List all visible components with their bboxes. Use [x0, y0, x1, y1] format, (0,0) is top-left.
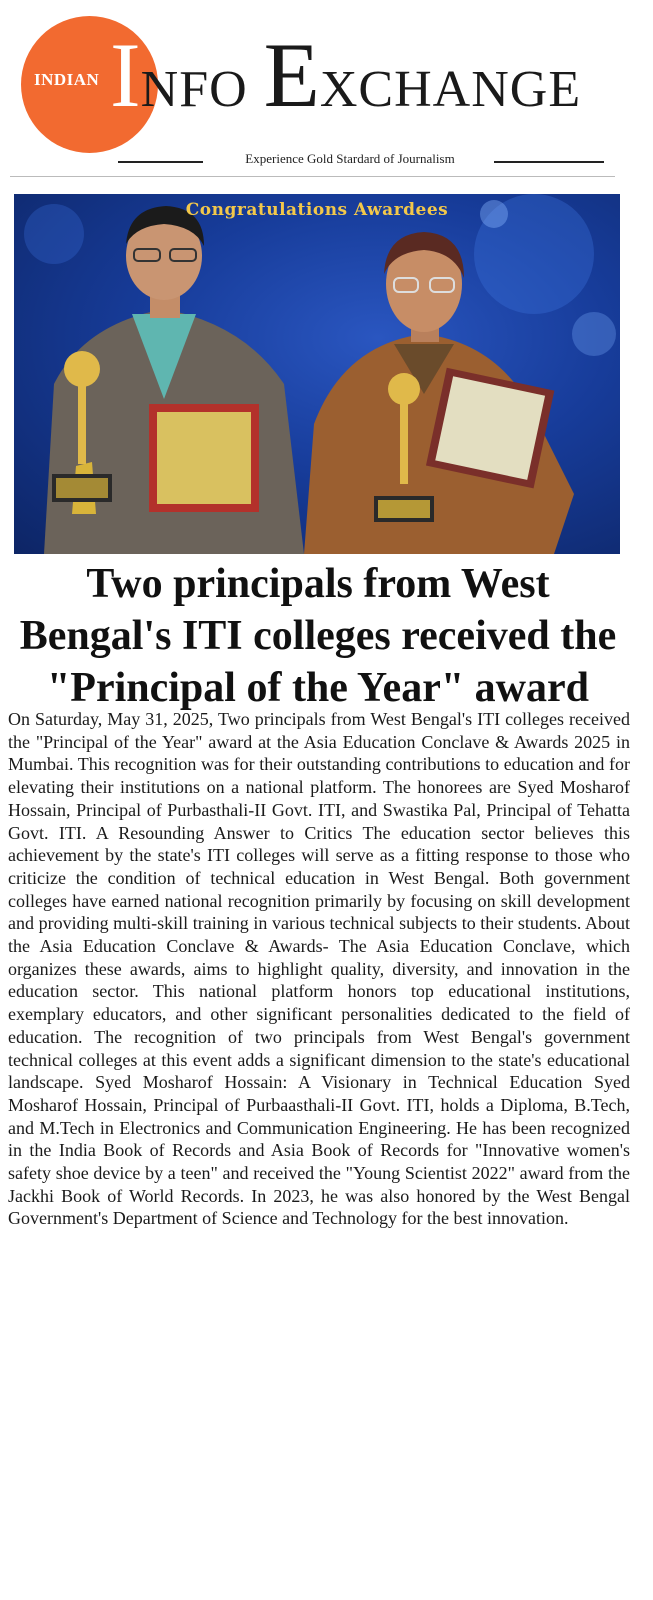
tagline-row [0, 150, 653, 174]
article-photo [14, 194, 620, 554]
title-rest-exchange: XCHANGE [319, 61, 582, 118]
photo-caption: Congratulations Awardees [185, 200, 449, 220]
article-headline: Two principals from West Bengal's ITI colleges received the "Principal of the Year" award [19, 561, 617, 711]
masthead [0, 0, 653, 190]
tagline: Experience Gold Stardard of Journalism [245, 151, 455, 166]
publication-title [110, 24, 582, 130]
tagline-rule-left [118, 161, 203, 163]
masthead-divider [10, 176, 615, 177]
title-initial-e: E [263, 24, 320, 126]
article-body: On Saturday, May 31, 2025, Two principals from West Bengal's ITI colleges received the "Principal of the Year" award at the Asia Education Conclave & Awards 2025 in Mumbai. This recognition was for their outstanding contributions to education and for elevating their institutions on a national platform. The honorees are Syed Mosharof Hossain, Principal of Purbasthali-II Govt. ITI, and Swastika Pal, Principal of Tehatta Govt. ITI. A Resounding Answer to Critics The education sector believes this achievement by the state's ITI colleges will serve as a fitting response to those who criticize the condition of technical education in West Bengal. Both government colleges have earned national recognition primarily by focusing on skill development and providing multi-skill training in various technical subjects to their students. About the Asia Education Conclave & Awards- The Asia Education Conclave, which organizes these awards, aims to highlight quality, diversity, and innovation in the education sector. This national platform honors top educational institutions, exemplary educators, and other significant personalities dedicated to the field of education. The recognition of two principals from West Bengal's government technical colleges at this event adds a significant dimension to the state's educational landscape. Syed Mosharof Hossain: A Visionary in Technical Education Syed Mosharof Hossain, Principal of Purbaasthali-II Govt. ITI, holds a Diploma, B.Tech, and M.Tech in Electronics and Communication Engineering. He has been recognized in the India Book of Records and Asia Book of Records for "Innovative women's safety shoe device by a teen" and received the "Young Scientist 2022" award from the Jackhi Book of World Records. In 2023, he was also honored by the West Bengal Government's Department of Science and Technology for the best innovation. [8, 709, 630, 1229]
logo-word: INDIAN [34, 70, 100, 89]
title-rest-info: NFO [140, 61, 248, 118]
awardee-man [44, 206, 304, 554]
title-initial-i: I [110, 24, 141, 126]
tagline-rule-right [494, 161, 604, 163]
awardees-illustration [14, 194, 620, 554]
